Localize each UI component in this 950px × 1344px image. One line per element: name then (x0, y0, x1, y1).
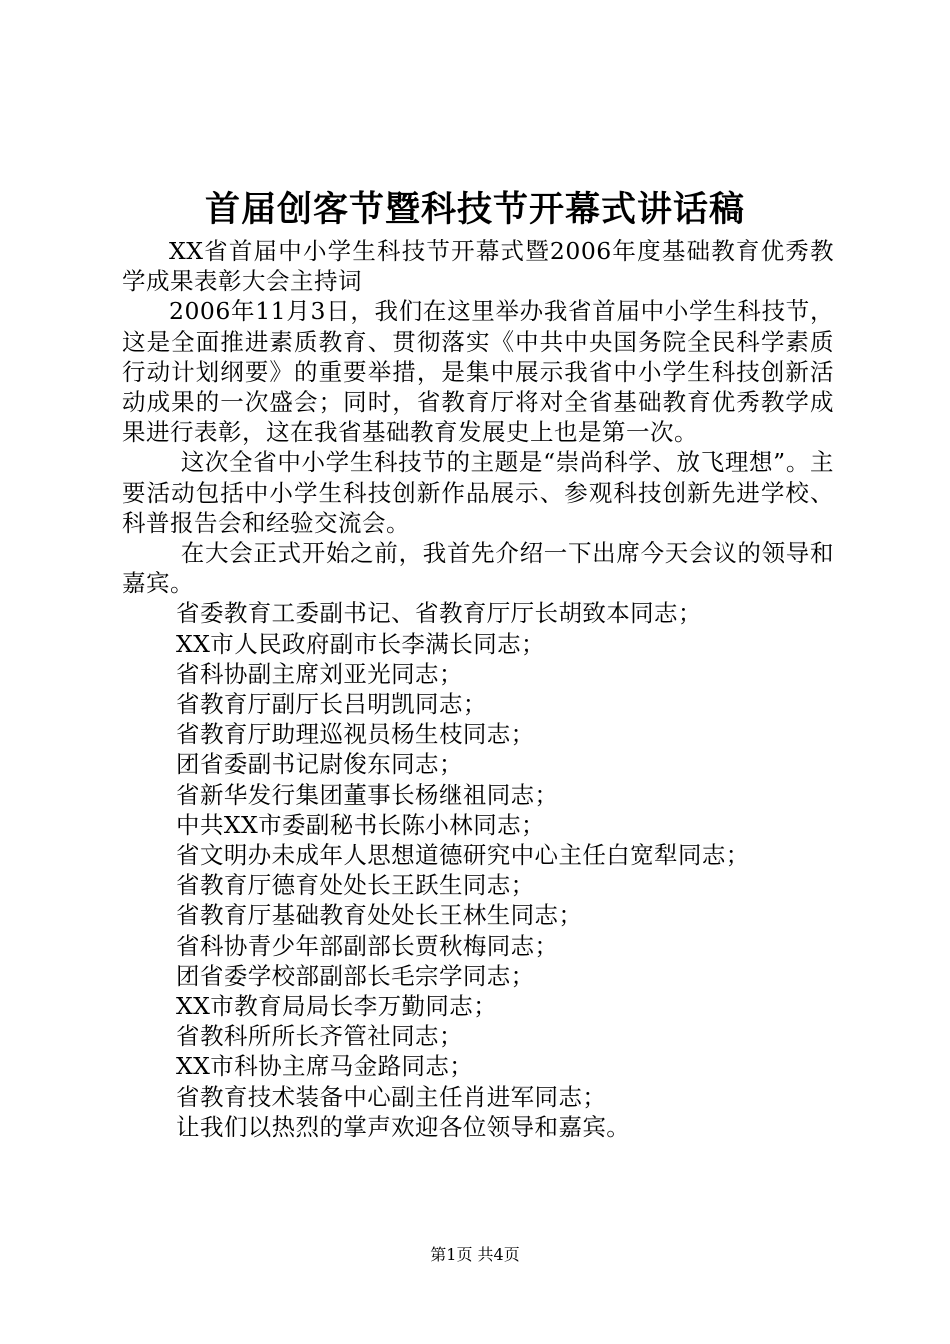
paragraph-intro: XX省首届中小学生科技节开幕式暨2006年度基础教育优秀教学成果表彰大会主持词 (122, 237, 834, 296)
paragraph-guest-intro: 在大会正式开始之前，我首先介绍一下出席今天会议的领导和嘉宾。 (122, 539, 834, 598)
list-item: 省教科所所长齐管社同志； (176, 1022, 463, 1051)
list-item: XX市教育局局长李万勤同志； (176, 992, 498, 1021)
list-item: 团省委学校部副部长毛宗学同志； (176, 961, 535, 990)
guest-list (122, 598, 834, 1142)
paragraph-theme: 这次全省中小学生科技节的主题是“崇尚科学、放飞理想”。主要活动包括中小学生科技创新作品展示、参观科技创新先进学校、科普报告会和经验交流会。 (122, 448, 834, 537)
list-item: 省教育厅副厅长吕明凯同志； (176, 690, 487, 719)
list-item: XX市人民政府副市长李满长同志； (176, 629, 545, 658)
list-item: 省教育厅助理巡视员杨生枝同志； (176, 720, 535, 749)
paragraph-date: 2006年11月3日，我们在这里举办我省首届中小学生科技节，这是全面推进素质教育、贯彻落实《中共中央国务院全民科学素质行动计划纲要》的重要举措，是集中展示我省中小学生科技创新活动成果的一次盛会；同时，省教育厅将对全省基础教育优秀教学成果进行表彰，这在我省基础教育发展史上也是第一次。 (122, 297, 834, 447)
list-item: XX市科协主席马金路同志； (176, 1052, 474, 1081)
list-item: 省新华发行集团董事长杨继祖同志； (176, 780, 559, 809)
list-item: 省科协青少年部副部长贾秋梅同志； (176, 931, 559, 960)
list-item: 省科协副主席刘亚光同志； (176, 659, 463, 688)
list-item: 团省委副书记尉俊东同志； (176, 750, 463, 779)
list-item: 省教育厅基础教育处处长王林生同志； (176, 901, 583, 930)
document-body (122, 236, 834, 1142)
list-item: 中共XX市委副秘书长陈小林同志； (176, 810, 545, 839)
list-item: 让我们以热烈的掌声欢迎各位领导和嘉宾。 (176, 1112, 631, 1141)
list-item: 省教育技术装备中心副主任肖进军同志； (176, 1082, 607, 1111)
list-item: 省教育厅德育处处长王跃生同志； (176, 871, 535, 900)
page-number: 第1页 共4页 (430, 1245, 520, 1264)
list-item: 省文明办未成年人思想道德研究中心主任白宽犁同志； (176, 841, 750, 870)
list-item: 省委教育工委副书记、省教育厅厅长胡致本同志； (176, 599, 702, 628)
page-title: 首届创客节暨科技节开幕式讲话稿 (204, 189, 745, 230)
